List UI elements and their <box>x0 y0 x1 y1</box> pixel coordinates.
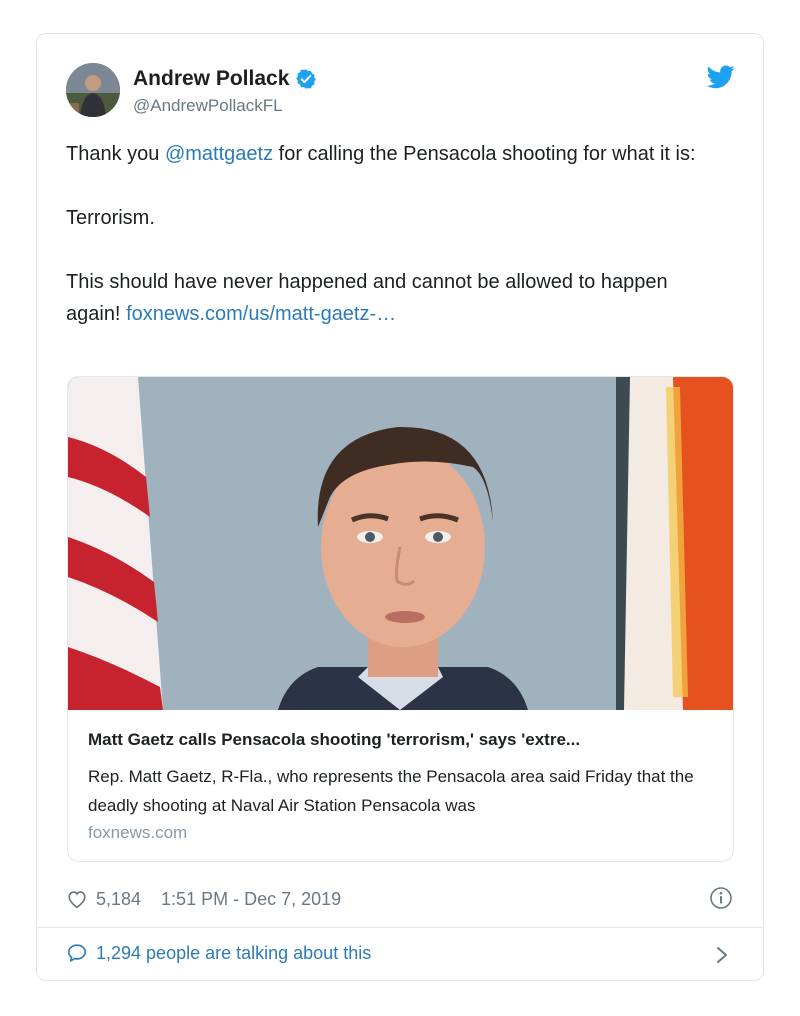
verified-badge-icon <box>295 68 317 90</box>
tweet-meta-row <box>66 886 341 912</box>
tweet-text-suffix: for calling the Pensacola shooting for what it is: <box>273 143 696 165</box>
link-card-description: Rep. Matt Gaetz, R-Fla., who represents the Pensacola area said Friday that the deadly shooting at Naval Air Station Pensacola was <box>88 767 694 815</box>
chevron-right-icon[interactable] <box>713 944 731 966</box>
speech-bubble-icon <box>66 942 88 964</box>
avatar[interactable] <box>66 63 120 117</box>
conversation-link[interactable] <box>66 942 371 964</box>
like-count[interactable]: 5,184 <box>96 888 142 909</box>
article-photo[interactable] <box>68 377 734 710</box>
tweet-paragraph-1 <box>66 138 726 170</box>
divider <box>37 927 763 928</box>
tweet-timestamp[interactable]: 1:51 PM - Dec 7, 2019 <box>161 888 342 909</box>
tweet-paragraph-3 <box>66 266 726 330</box>
link-card-title[interactable]: Matt Gaetz calls Pensacola shooting 'terrorism,' says 'extre... <box>88 730 581 749</box>
author-name-text[interactable]: Andrew Pollack <box>133 67 290 90</box>
info-icon[interactable] <box>709 886 733 910</box>
tweet-paragraph-3-text: This should have never happened and cannot be allowed to happen again! <box>66 271 668 325</box>
link-card-domain: foxnews.com <box>88 823 188 842</box>
tweet-text <box>66 138 726 330</box>
tweet-text-prefix: Thank you <box>66 143 165 165</box>
tweet-embed-card <box>36 33 764 981</box>
heart-icon[interactable] <box>66 888 88 910</box>
twitter-bird-icon[interactable] <box>707 65 735 89</box>
link-preview-card[interactable] <box>67 376 734 862</box>
article-link[interactable]: foxnews.com/us/matt-gaetz-… <box>126 303 397 325</box>
tweet-paragraph-2: Terrorism. <box>66 207 155 229</box>
author-handle[interactable]: @AndrewPollackFL <box>133 96 283 115</box>
author-name[interactable] <box>133 67 317 91</box>
avatar-photo <box>66 63 120 117</box>
mention-link[interactable]: @mattgaetz <box>164 143 274 165</box>
conversation-label[interactable]: 1,294 people are talking about this <box>96 942 372 963</box>
